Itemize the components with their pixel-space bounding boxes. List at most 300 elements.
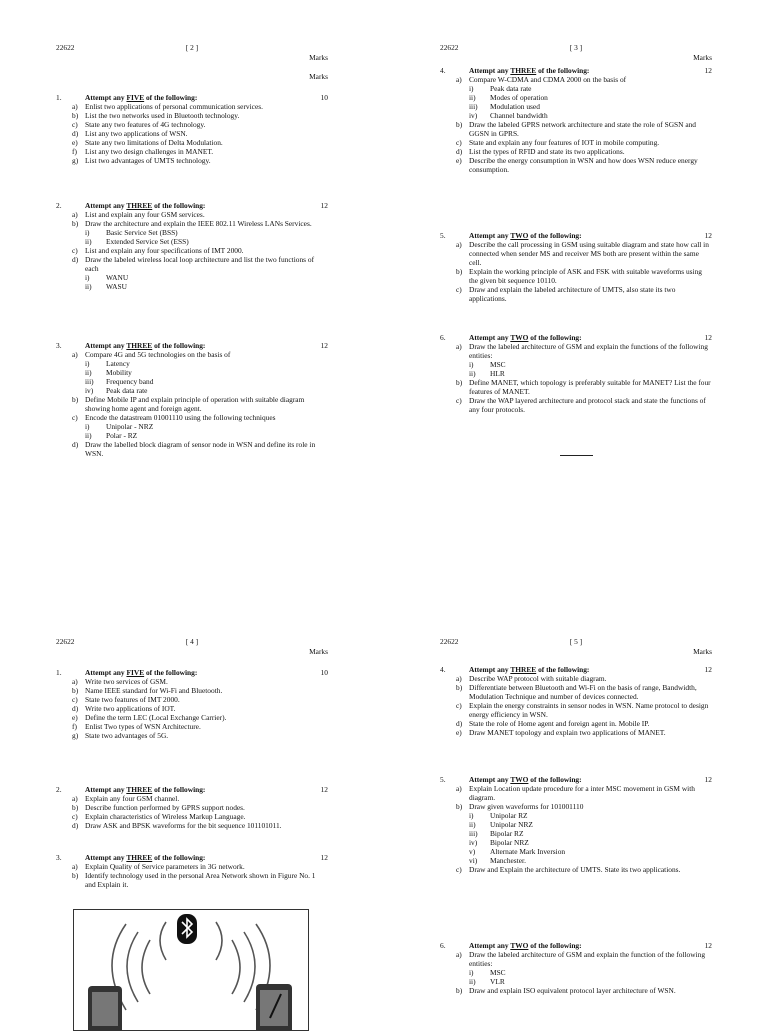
- item-text: Draw the labeled architecture of GSM and explain the function of the following entities:: [469, 950, 706, 968]
- item-label: c): [456, 138, 462, 147]
- item-text: Draw the labelled block diagram of sensor node in WSN and define its role in WSN.: [85, 440, 316, 458]
- question-instruction: [85, 341, 205, 350]
- sub-item-text: Channel bandwidth: [490, 111, 548, 120]
- question-block: [56, 785, 328, 830]
- sub-item: [440, 847, 712, 856]
- exam-page-3: [440, 43, 712, 473]
- item-label: a): [456, 240, 462, 249]
- question-item: [56, 129, 328, 138]
- paper-code: 22622: [440, 43, 459, 52]
- sub-item: [56, 359, 328, 368]
- instruction-suffix: of the following:: [536, 66, 590, 75]
- item-text: Compare W-CDMA and CDMA 2000 on the basis of: [469, 75, 627, 84]
- figure-1-bluetooth-pan: [73, 909, 309, 1031]
- question-item: [56, 246, 328, 255]
- item-label: c): [72, 413, 78, 422]
- question-instruction: [85, 93, 197, 102]
- item-label: c): [456, 396, 462, 405]
- question-instruction: [85, 201, 205, 210]
- question-item: [440, 267, 712, 285]
- item-text: State and explain any four features of IOT in mobile computing.: [469, 138, 660, 147]
- sub-item: [440, 369, 712, 378]
- question-item: [440, 240, 712, 267]
- instruction-suffix: of the following:: [152, 785, 206, 794]
- question-marks: 12: [704, 941, 712, 950]
- item-label: d): [72, 255, 79, 264]
- item-text: List the two networks used in Bluetooth technology.: [85, 111, 240, 120]
- question-heading: [56, 785, 328, 794]
- instruction-keyword: THREE: [126, 785, 153, 794]
- question-number: 5.: [440, 231, 446, 240]
- item-label: c): [72, 246, 78, 255]
- sub-item: [440, 360, 712, 369]
- question-block: [56, 341, 328, 458]
- item-text: Draw and explain ISO equivalent protocol layer architecture of WSN.: [469, 986, 676, 995]
- marks-label: Marks: [309, 53, 328, 62]
- item-text: Explain any four GSM channel.: [85, 794, 180, 803]
- question-item: [440, 342, 712, 360]
- item-text: Explain the working principle of ASK and FSK with suitable waveforms using the given bit sequence 10110.: [469, 267, 702, 285]
- item-text: Draw MANET topology and explain two applications of MANET.: [469, 728, 666, 737]
- question-marks: 12: [704, 333, 712, 342]
- question-block: [440, 775, 712, 874]
- sub-item-text: Unipolar NRZ: [490, 820, 533, 829]
- item-text: Define the term LEC (Local Exchange Carrier).: [85, 713, 227, 722]
- instruction-prefix: Attempt any: [469, 665, 511, 674]
- item-text: Draw the architecture and explain the IEEE 802.11 Wireless LANs Services.: [85, 219, 312, 228]
- paper-code: 22622: [56, 637, 75, 646]
- question-item: [56, 695, 328, 704]
- question-block: [440, 941, 712, 995]
- question-marks: 12: [320, 853, 328, 862]
- question-instruction: [85, 785, 205, 794]
- question-heading: [56, 93, 328, 102]
- item-label: d): [456, 719, 463, 728]
- item-label: b): [72, 871, 79, 880]
- item-label: d): [72, 440, 79, 449]
- item-label: b): [456, 986, 463, 995]
- sub-item-text: Polar - RZ: [106, 431, 138, 440]
- question-item: [440, 674, 712, 683]
- question-heading: [56, 853, 328, 862]
- sub-item: [56, 273, 328, 282]
- sub-item: [440, 111, 712, 120]
- page-header: [440, 43, 712, 53]
- sub-item: [440, 811, 712, 820]
- question-item: [56, 440, 328, 458]
- sub-item-label: iii): [469, 102, 478, 111]
- question-instruction: [469, 665, 589, 674]
- question-item: [56, 219, 328, 228]
- question-item: [56, 120, 328, 129]
- instruction-prefix: Attempt any: [469, 941, 511, 950]
- question-item: [56, 686, 328, 695]
- marks-label: Marks: [309, 647, 328, 656]
- question-heading: [56, 668, 328, 677]
- instruction-prefix: Attempt any: [85, 853, 127, 862]
- instruction-prefix: Attempt any: [85, 341, 127, 350]
- item-label: b): [72, 219, 79, 228]
- instruction-keyword: THREE: [510, 665, 537, 674]
- question-item: [56, 210, 328, 219]
- sub-item: [56, 431, 328, 440]
- item-text: List and explain any four GSM services.: [85, 210, 205, 219]
- instruction-suffix: of the following:: [152, 201, 206, 210]
- question-item: [440, 719, 712, 728]
- sub-item-label: vi): [469, 856, 478, 865]
- question-number: 1.: [56, 93, 62, 102]
- instruction-prefix: Attempt any: [85, 668, 127, 677]
- question-marks: 12: [704, 231, 712, 240]
- sub-item: [56, 386, 328, 395]
- item-label: c): [456, 865, 462, 874]
- question-heading: [440, 941, 712, 950]
- sub-item-label: ii): [469, 820, 476, 829]
- instruction-prefix: Attempt any: [85, 785, 127, 794]
- sub-item-text: MSC: [490, 968, 506, 977]
- item-label: a): [72, 350, 78, 359]
- sub-item-text: Peak data rate: [106, 386, 148, 395]
- question-block: [56, 93, 328, 165]
- item-label: b): [72, 803, 79, 812]
- item-label: d): [456, 147, 463, 156]
- sub-item-label: ii): [469, 93, 476, 102]
- sub-item-label: v): [469, 847, 476, 856]
- instruction-keyword: FIVE: [126, 93, 145, 102]
- item-text: Draw ASK and BPSK waveforms for the bit sequence 101101011.: [85, 821, 282, 830]
- item-text: List the types of RFID and state its two applications.: [469, 147, 625, 156]
- item-text: Enlist Two types of WSN Architecture.: [85, 722, 201, 731]
- sub-item: [56, 422, 328, 431]
- item-label: e): [72, 138, 78, 147]
- question-marks: 12: [704, 775, 712, 784]
- instruction-prefix: Attempt any: [469, 775, 511, 784]
- sub-item: [440, 820, 712, 829]
- question-number: 3.: [56, 341, 62, 350]
- item-label: g): [72, 156, 79, 165]
- question-heading: [440, 231, 712, 240]
- sub-item-label: i): [469, 811, 474, 820]
- question-instruction: [85, 668, 197, 677]
- question-instruction: [469, 333, 582, 342]
- question-item: [56, 138, 328, 147]
- item-text: Draw and explain the labeled architecture of UMTS, also state its two applications.: [469, 285, 676, 303]
- question-heading: [440, 665, 712, 674]
- question-item: [56, 704, 328, 713]
- item-label: a): [72, 862, 78, 871]
- question-heading: [56, 341, 328, 350]
- sub-item-text: Latency: [106, 359, 130, 368]
- question-number: 2.: [56, 201, 62, 210]
- question-marks: 10: [320, 93, 328, 102]
- question-item: [440, 986, 712, 995]
- sub-item-label: iii): [469, 829, 478, 838]
- sub-item-label: i): [85, 422, 90, 431]
- marks-label: Marks: [309, 72, 328, 81]
- sub-item-label: iv): [469, 838, 478, 847]
- question-item: [56, 156, 328, 165]
- page-header: [56, 637, 328, 647]
- sub-item-text: Modulation used: [490, 102, 540, 111]
- instruction-prefix: Attempt any: [85, 201, 127, 210]
- question-heading: [440, 66, 712, 75]
- instruction-suffix: of the following:: [528, 941, 582, 950]
- question-marks: 12: [320, 201, 328, 210]
- instruction-keyword: TWO: [510, 941, 529, 950]
- sub-item-label: i): [85, 359, 90, 368]
- end-rule: [560, 455, 593, 456]
- question-item: [56, 350, 328, 359]
- question-item: [56, 713, 328, 722]
- item-label: e): [456, 728, 462, 737]
- page-number: [ 5 ]: [569, 637, 583, 646]
- page-header: [56, 43, 328, 53]
- question-item: [56, 255, 328, 273]
- instruction-keyword: THREE: [126, 853, 153, 862]
- question-instruction: [469, 66, 589, 75]
- question-item: [56, 812, 328, 821]
- item-text: List and explain any four specifications of IMT 2000.: [85, 246, 244, 255]
- item-label: d): [72, 821, 79, 830]
- item-label: c): [456, 701, 462, 710]
- sub-item: [56, 228, 328, 237]
- question-item: [440, 865, 712, 874]
- sub-item: [56, 237, 328, 246]
- item-text: Explain Quality of Service parameters in 3G network.: [85, 862, 245, 871]
- exam-page-5: [440, 637, 712, 1024]
- sub-item-label: ii): [469, 977, 476, 986]
- item-text: List two advantages of UMTS technology.: [85, 156, 211, 165]
- question-instruction: [85, 853, 205, 862]
- item-label: b): [456, 120, 463, 129]
- item-label: b): [72, 686, 79, 695]
- question-item: [56, 871, 328, 889]
- question-item: [56, 722, 328, 731]
- item-label: b): [456, 802, 463, 811]
- question-item: [56, 821, 328, 830]
- instruction-prefix: Attempt any: [469, 66, 511, 75]
- sub-item: [440, 838, 712, 847]
- instruction-keyword: TWO: [510, 775, 529, 784]
- item-text: Differentiate between Bluetooth and Wi-Fi on the basis of range, Bandwidth, Modulation Technique and number of devices connected.: [469, 683, 697, 701]
- item-label: c): [72, 695, 78, 704]
- question-item: [56, 111, 328, 120]
- sub-item: [440, 102, 712, 111]
- sub-item-text: WANU: [106, 273, 129, 282]
- phone-icon: [88, 986, 122, 1030]
- paper-code: 22622: [56, 43, 75, 52]
- sub-item-label: ii): [469, 369, 476, 378]
- sub-item-label: iii): [85, 377, 94, 386]
- sub-item: [440, 968, 712, 977]
- question-item: [440, 950, 712, 968]
- instruction-prefix: Attempt any: [85, 93, 127, 102]
- question-item: [440, 285, 712, 303]
- sub-item-text: Bipolar NRZ: [490, 838, 529, 847]
- instruction-suffix: of the following:: [144, 93, 198, 102]
- question-instruction: [469, 775, 582, 784]
- sub-item-label: iv): [469, 111, 478, 120]
- question-item: [440, 802, 712, 811]
- question-heading: [440, 775, 712, 784]
- question-number: 3.: [56, 853, 62, 862]
- question-number: 2.: [56, 785, 62, 794]
- sub-item-text: Modes of operation: [490, 93, 548, 102]
- item-text: Draw the WAP layered architecture and protocol stack and state the functions of any four protocols.: [469, 396, 706, 414]
- instruction-suffix: of the following:: [528, 775, 582, 784]
- sub-item-label: i): [469, 84, 474, 93]
- item-text: Compare 4G and 5G technologies on the basis of: [85, 350, 231, 359]
- question-item: [440, 156, 712, 174]
- sub-item-text: Alternate Mark Inversion: [490, 847, 566, 856]
- item-label: d): [72, 704, 79, 713]
- sub-item-text: Unipolar - NRZ: [106, 422, 154, 431]
- question-block: [440, 231, 712, 303]
- item-label: b): [72, 111, 79, 120]
- item-text: Draw given waveforms for 101001110: [469, 802, 584, 811]
- sub-item-text: Frequency band: [106, 377, 154, 386]
- question-block: [56, 668, 328, 740]
- sub-item: [440, 829, 712, 838]
- instruction-keyword: FIVE: [126, 668, 145, 677]
- sub-item: [440, 977, 712, 986]
- instruction-prefix: Attempt any: [469, 231, 511, 240]
- question-item: [56, 102, 328, 111]
- question-item: [56, 862, 328, 871]
- sub-item-text: VLR: [490, 977, 505, 986]
- item-text: List any two applications of WSN.: [85, 129, 188, 138]
- item-label: b): [456, 683, 463, 692]
- sub-item-text: WASU: [106, 282, 127, 291]
- sub-item: [56, 377, 328, 386]
- question-heading: [440, 333, 712, 342]
- question-number: 6.: [440, 333, 446, 342]
- item-label: a): [72, 677, 78, 686]
- sub-item: [440, 93, 712, 102]
- exam-page-4: [56, 637, 328, 1024]
- sub-item-label: i): [85, 273, 90, 282]
- question-item: [440, 683, 712, 701]
- item-label: d): [72, 129, 79, 138]
- item-text: Define MANET, which topology is preferably suitable for MANET? List the four features of MANET.: [469, 378, 711, 396]
- sub-item-label: iv): [85, 386, 94, 395]
- question-item: [56, 794, 328, 803]
- question-item: [56, 677, 328, 686]
- item-text: State any two limitations of Delta Modulation.: [85, 138, 223, 147]
- item-label: g): [72, 731, 79, 740]
- sub-item-text: Bipolar RZ: [490, 829, 524, 838]
- question-item: [440, 784, 712, 802]
- question-item: [440, 75, 712, 84]
- marks-label: Marks: [693, 53, 712, 62]
- instruction-suffix: of the following:: [152, 853, 206, 862]
- item-text: Name IEEE standard for Wi-Fi and Bluetooth.: [85, 686, 223, 695]
- instruction-keyword: THREE: [126, 201, 153, 210]
- sub-item-text: Peak data rate: [490, 84, 532, 93]
- sub-item-text: Extended Service Set (ESS): [106, 237, 189, 246]
- item-label: c): [72, 120, 78, 129]
- item-text: Draw and Explain the architecture of UMTS. State its two applications.: [469, 865, 681, 874]
- sub-item-text: HLR: [490, 369, 505, 378]
- item-text: State two advantages of 5G.: [85, 731, 169, 740]
- item-text: Describe the call processing in GSM using suitable diagram and state how call in connected when sender MS and receiver MS both are present within the same cell.: [469, 240, 709, 267]
- question-block: [56, 201, 328, 291]
- question-instruction: [469, 231, 582, 240]
- item-label: a): [72, 794, 78, 803]
- question-block: [56, 853, 328, 889]
- page-header: [440, 637, 712, 647]
- item-text: Draw the labeled architecture of GSM and explain the functions of the following entities:: [469, 342, 708, 360]
- question-marks: 12: [320, 785, 328, 794]
- question-marks: 12: [704, 665, 712, 674]
- item-text: Explain characteristics of Wireless Markup Language.: [85, 812, 246, 821]
- item-label: a): [456, 674, 462, 683]
- sub-item-label: ii): [85, 368, 92, 377]
- sub-item: [440, 84, 712, 93]
- sub-item-label: i): [469, 968, 474, 977]
- question-item: [440, 701, 712, 719]
- question-number: 5.: [440, 775, 446, 784]
- question-item: [56, 413, 328, 422]
- question-item: [440, 378, 712, 396]
- item-text: Describe the energy consumption in WSN and how does WSN reduce energy consumption.: [469, 156, 698, 174]
- item-text: Explain Location update procedure for a inter MSC movement in GSM with diagram.: [469, 784, 695, 802]
- question-item: [56, 731, 328, 740]
- sub-item: [440, 856, 712, 865]
- question-block: [440, 665, 712, 737]
- sub-item-text: MSC: [490, 360, 506, 369]
- exam-page-2: [56, 43, 328, 513]
- item-text: Write two applications of IOT.: [85, 704, 176, 713]
- question-item: [440, 120, 712, 138]
- item-label: b): [456, 267, 463, 276]
- item-label: e): [72, 713, 78, 722]
- item-text: Enlist two applications of personal communication services.: [85, 102, 263, 111]
- item-label: a): [456, 950, 462, 959]
- page-number: [ 4 ]: [185, 637, 199, 646]
- item-label: b): [456, 378, 463, 387]
- question-instruction: [469, 941, 582, 950]
- question-heading: [56, 201, 328, 210]
- question-item: [56, 803, 328, 812]
- instruction-keyword: TWO: [510, 333, 529, 342]
- sub-item-text: Manchester.: [490, 856, 526, 865]
- item-text: State two features of IMT 2000.: [85, 695, 180, 704]
- item-label: c): [72, 812, 78, 821]
- sub-item-label: ii): [85, 282, 92, 291]
- paper-code: 22622: [440, 637, 459, 646]
- instruction-keyword: THREE: [126, 341, 153, 350]
- item-text: List any two design challenges in MANET.: [85, 147, 214, 156]
- bluetooth-icon: [177, 914, 197, 944]
- sub-item-text: Basic Service Set (BSS): [106, 228, 178, 237]
- sub-item-label: ii): [85, 237, 92, 246]
- sub-item-label: i): [85, 228, 90, 237]
- sub-item-text: Unipolar RZ: [490, 811, 528, 820]
- question-number: 4.: [440, 665, 446, 674]
- item-text: State the role of Home agent and foreign agent in. Mobile IP.: [469, 719, 650, 728]
- question-item: [440, 147, 712, 156]
- item-text: Describe function performed by GPRS support nodes.: [85, 803, 245, 812]
- page-number: [ 3 ]: [569, 43, 583, 52]
- sub-item-label: i): [469, 360, 474, 369]
- sub-item: [56, 368, 328, 377]
- item-label: a): [456, 75, 462, 84]
- item-label: f): [72, 722, 77, 731]
- question-number: 1.: [56, 668, 62, 677]
- instruction-prefix: Attempt any: [469, 333, 511, 342]
- item-label: c): [456, 285, 462, 294]
